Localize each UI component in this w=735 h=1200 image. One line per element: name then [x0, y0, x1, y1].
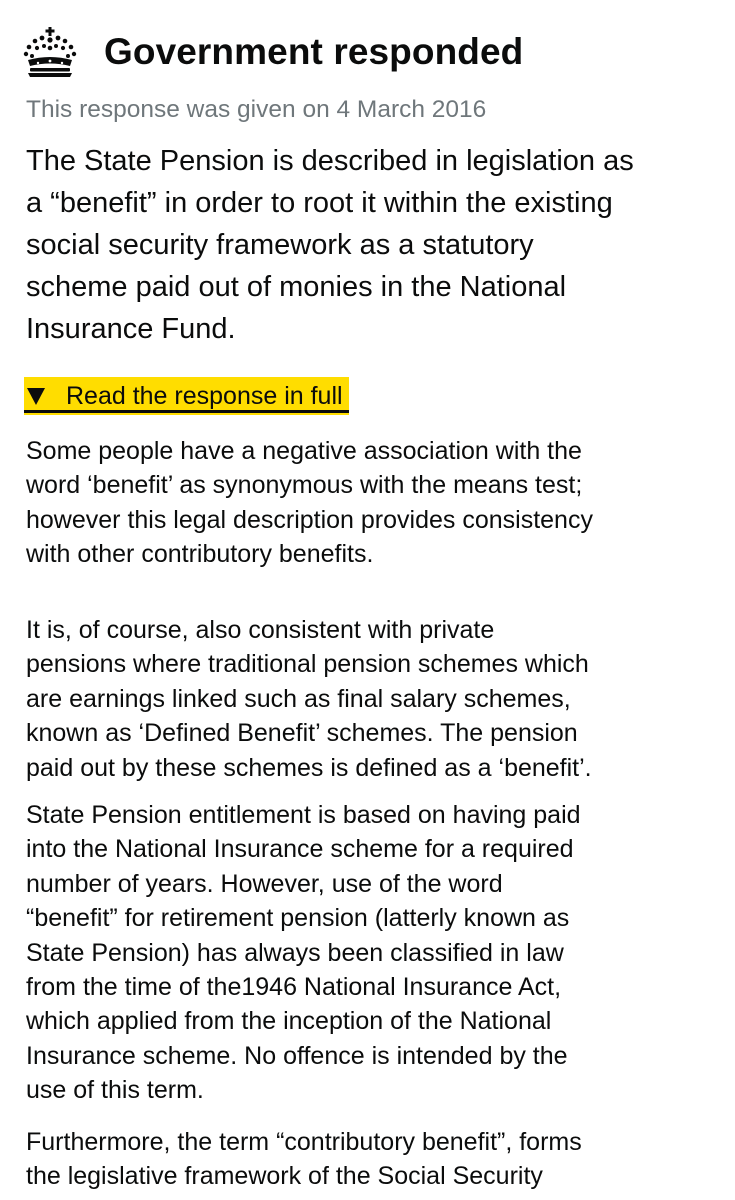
read-full-response-toggle[interactable]: [24, 377, 349, 415]
paragraph-line: State Pension entitlement is based on having paid: [26, 801, 581, 829]
summary-line: a “benefit” in order to root it within the existing: [26, 187, 613, 219]
paragraph-line: number of years. However, use of the word: [26, 869, 503, 898]
summary-line: The State Pension is described in legislation as: [26, 145, 634, 177]
paragraph-line: State Pension) has always been classified in law: [26, 938, 564, 967]
response-paragraph: [26, 613, 726, 785]
response-paragraph: [26, 434, 726, 572]
paragraph-line: into the National Insurance scheme for a required: [26, 835, 574, 864]
toggle-label[interactable]: Read the response in full: [66, 381, 343, 410]
paragraph-line: the legislative framework of the Social Security: [26, 1162, 543, 1191]
paragraph-line: however this legal description provides consistency: [26, 505, 593, 534]
response-header: [22, 24, 523, 80]
paragraph-line: “benefit” for retirement pension (latterly known as: [26, 904, 570, 933]
triangle-down-icon: [26, 386, 46, 406]
paragraph-line: word ‘benefit’ as synonymous with the means test;: [26, 471, 583, 500]
response-paragraph: [26, 798, 726, 1108]
paragraph-line: from the time of the1946 National Insurance Act,: [26, 973, 562, 1002]
response-paragraph: [26, 1125, 726, 1194]
paragraph-line: which applied from the inception of the National: [26, 1007, 552, 1036]
paragraph-line: use of this term.: [26, 1076, 204, 1105]
page-title: Government responded: [104, 31, 524, 72]
paragraph-line: paid out by these schemes is defined as a ‘benefit’.: [26, 753, 592, 782]
response-date: This response was given on 4 March 2016: [26, 96, 487, 123]
summary-line: scheme paid out of monies in the National: [26, 271, 567, 303]
response-summary: [26, 140, 726, 350]
paragraph-line: It is, of course, also consistent with private: [26, 616, 495, 644]
summary-line: Insurance Fund.: [26, 313, 236, 345]
paragraph-line: pensions where traditional pension schemes which: [26, 650, 589, 679]
summary-line: social security framework as a statutory: [26, 229, 534, 261]
paragraph-line: Some people have a negative association with the: [26, 437, 582, 465]
focus-underline: [24, 410, 349, 413]
paragraph-line: with other contributory benefits.: [26, 540, 374, 569]
crown-icon: [22, 26, 78, 78]
paragraph-line: Insurance scheme. No offence is intended by the: [26, 1041, 568, 1070]
paragraph-line: are earnings linked such as final salary schemes,: [26, 684, 571, 713]
paragraph-line: Furthermore, the term “contributory benefit”, forms: [26, 1128, 582, 1156]
paragraph-line: known as ‘Defined Benefit’ schemes. The pension: [26, 719, 578, 748]
